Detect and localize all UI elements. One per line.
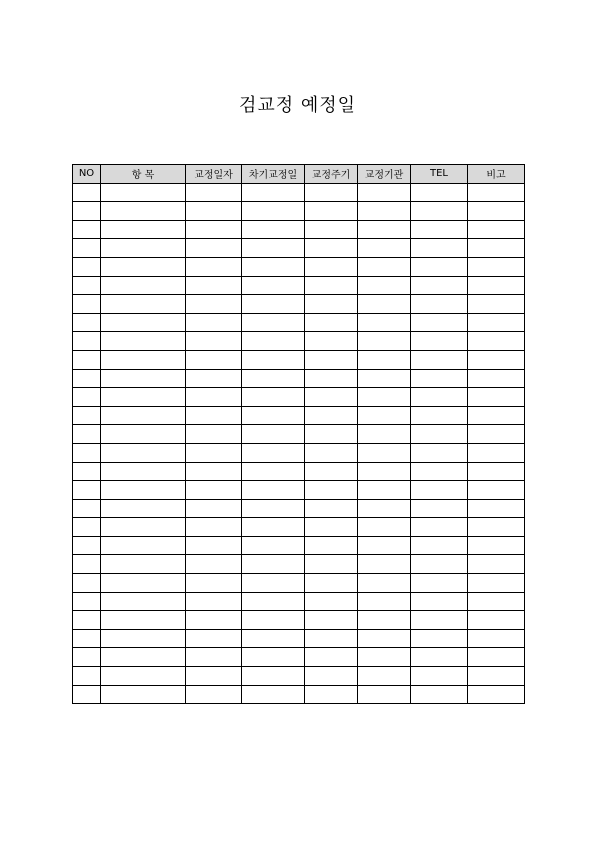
table-cell-calibration-cycle[interactable]: [305, 667, 358, 686]
column-header-calibration-date: 교정일자: [186, 165, 242, 184]
table-cell-tel[interactable]: [411, 295, 468, 314]
column-header-calibration-cycle: 교정주기: [305, 165, 358, 184]
table-cell-calibration-cycle[interactable]: [305, 295, 358, 314]
table-cell-item[interactable]: [101, 611, 186, 630]
table-cell-next-calibration-date[interactable]: [242, 183, 305, 202]
table-cell-calibration-cycle[interactable]: [305, 536, 358, 555]
table-cell-calibration-date[interactable]: [186, 499, 242, 518]
table-cell-calibration-cycle[interactable]: [305, 202, 358, 221]
calibration-schedule-table: [72, 164, 525, 704]
table-cell-calibration-date[interactable]: [186, 388, 242, 407]
table-cell-next-calibration-date[interactable]: [242, 388, 305, 407]
table-cell-item[interactable]: [101, 518, 186, 537]
table-cell-tel[interactable]: [411, 202, 468, 221]
table-cell-calibration-date[interactable]: [186, 220, 242, 239]
table-cell-calibration-date[interactable]: [186, 276, 242, 295]
table-cell-tel[interactable]: [411, 350, 468, 369]
table-cell-item[interactable]: [101, 313, 186, 332]
table-cell-remarks[interactable]: [468, 425, 525, 444]
table-cell-next-calibration-date[interactable]: [242, 239, 305, 258]
table-cell-remarks[interactable]: [468, 332, 525, 351]
table-cell-calibration-agency[interactable]: [358, 574, 411, 593]
table-cell-next-calibration-date[interactable]: [242, 685, 305, 704]
table-cell-calibration-cycle[interactable]: [305, 462, 358, 481]
table-cell-calibration-date[interactable]: [186, 536, 242, 555]
table-row: [73, 313, 525, 332]
table-cell-calibration-cycle[interactable]: [305, 443, 358, 462]
table-row: [73, 574, 525, 593]
table-cell-calibration-date[interactable]: [186, 481, 242, 500]
table-cell-no[interactable]: [73, 350, 101, 369]
table-cell-next-calibration-date[interactable]: [242, 462, 305, 481]
table-cell-tel[interactable]: [411, 499, 468, 518]
table-cell-remarks[interactable]: [468, 313, 525, 332]
table-cell-next-calibration-date[interactable]: [242, 276, 305, 295]
table-cell-next-calibration-date[interactable]: [242, 648, 305, 667]
table-cell-calibration-cycle[interactable]: [305, 481, 358, 500]
table-cell-next-calibration-date[interactable]: [242, 536, 305, 555]
table-cell-remarks[interactable]: [468, 276, 525, 295]
table-cell-remarks[interactable]: [468, 592, 525, 611]
table-cell-remarks[interactable]: [468, 406, 525, 425]
table-cell-no[interactable]: [73, 574, 101, 593]
table-cell-item[interactable]: [101, 443, 186, 462]
table-cell-next-calibration-date[interactable]: [242, 257, 305, 276]
table-cell-calibration-agency[interactable]: [358, 629, 411, 648]
table-cell-item[interactable]: [101, 629, 186, 648]
column-header-no: NO: [73, 165, 101, 184]
table-row: [73, 685, 525, 704]
table-cell-next-calibration-date[interactable]: [242, 313, 305, 332]
table-cell-calibration-date[interactable]: [186, 443, 242, 462]
table-cell-no[interactable]: [73, 611, 101, 630]
column-header-remarks: 비고: [468, 165, 525, 184]
table-cell-next-calibration-date[interactable]: [242, 295, 305, 314]
table-cell-remarks[interactable]: [468, 388, 525, 407]
table-cell-calibration-agency[interactable]: [358, 295, 411, 314]
table-cell-item[interactable]: [101, 667, 186, 686]
table-row: [73, 462, 525, 481]
column-header-item: 항 목: [101, 165, 186, 184]
table-cell-calibration-agency[interactable]: [358, 499, 411, 518]
table-row: [73, 425, 525, 444]
table-cell-calibration-date[interactable]: [186, 574, 242, 593]
table-row: [73, 443, 525, 462]
table-cell-tel[interactable]: [411, 574, 468, 593]
header-row: [73, 165, 525, 184]
table-row: [73, 406, 525, 425]
table-cell-tel[interactable]: [411, 183, 468, 202]
table-cell-next-calibration-date[interactable]: [242, 481, 305, 500]
table-cell-tel[interactable]: [411, 313, 468, 332]
table-cell-tel[interactable]: [411, 555, 468, 574]
table-cell-tel[interactable]: [411, 518, 468, 537]
table-cell-calibration-date[interactable]: [186, 518, 242, 537]
table-cell-calibration-cycle[interactable]: [305, 574, 358, 593]
table-cell-next-calibration-date[interactable]: [242, 406, 305, 425]
table-cell-item[interactable]: [101, 257, 186, 276]
table-cell-next-calibration-date[interactable]: [242, 443, 305, 462]
table-cell-calibration-agency[interactable]: [358, 667, 411, 686]
table-cell-calibration-cycle[interactable]: [305, 388, 358, 407]
table-cell-calibration-agency[interactable]: [358, 313, 411, 332]
table-cell-item[interactable]: [101, 406, 186, 425]
table-cell-calibration-date[interactable]: [186, 369, 242, 388]
table-cell-calibration-agency[interactable]: [358, 592, 411, 611]
table-cell-no[interactable]: [73, 499, 101, 518]
table-cell-remarks[interactable]: [468, 462, 525, 481]
table-cell-item[interactable]: [101, 369, 186, 388]
table-cell-calibration-cycle[interactable]: [305, 406, 358, 425]
table-cell-item[interactable]: [101, 648, 186, 667]
table-cell-tel[interactable]: [411, 388, 468, 407]
table-cell-tel[interactable]: [411, 611, 468, 630]
table-row: [73, 388, 525, 407]
table-cell-no[interactable]: [73, 295, 101, 314]
table-cell-calibration-cycle[interactable]: [305, 555, 358, 574]
table-cell-calibration-cycle[interactable]: [305, 332, 358, 351]
table-cell-calibration-date[interactable]: [186, 332, 242, 351]
table-cell-tel[interactable]: [411, 592, 468, 611]
table-row: [73, 629, 525, 648]
table-cell-remarks[interactable]: [468, 257, 525, 276]
table-cell-remarks[interactable]: [468, 443, 525, 462]
table-cell-no[interactable]: [73, 536, 101, 555]
table-cell-next-calibration-date[interactable]: [242, 667, 305, 686]
table-cell-next-calibration-date[interactable]: [242, 611, 305, 630]
table-cell-calibration-date[interactable]: [186, 629, 242, 648]
table-cell-tel[interactable]: [411, 276, 468, 295]
table-cell-item[interactable]: [101, 536, 186, 555]
table-row: [73, 239, 525, 258]
table-cell-remarks[interactable]: [468, 611, 525, 630]
table-cell-remarks[interactable]: [468, 220, 525, 239]
table-cell-remarks[interactable]: [468, 574, 525, 593]
table-cell-remarks[interactable]: [468, 295, 525, 314]
table-cell-remarks[interactable]: [468, 239, 525, 258]
table-cell-calibration-agency[interactable]: [358, 257, 411, 276]
table-cell-item[interactable]: [101, 555, 186, 574]
table-cell-next-calibration-date[interactable]: [242, 369, 305, 388]
table-cell-calibration-date[interactable]: [186, 295, 242, 314]
table-cell-calibration-date[interactable]: [186, 313, 242, 332]
table-cell-next-calibration-date[interactable]: [242, 518, 305, 537]
table-cell-no[interactable]: [73, 369, 101, 388]
table-cell-remarks[interactable]: [468, 555, 525, 574]
table-cell-tel[interactable]: [411, 332, 468, 351]
table-cell-calibration-agency[interactable]: [358, 202, 411, 221]
table-cell-calibration-date[interactable]: [186, 202, 242, 221]
table-cell-tel[interactable]: [411, 648, 468, 667]
table-cell-remarks[interactable]: [468, 536, 525, 555]
table-cell-no[interactable]: [73, 202, 101, 221]
table-cell-calibration-agency[interactable]: [358, 443, 411, 462]
table-cell-no[interactable]: [73, 518, 101, 537]
table-row: [73, 518, 525, 537]
table-cell-calibration-cycle[interactable]: [305, 592, 358, 611]
table-cell-tel[interactable]: [411, 685, 468, 704]
table-cell-item[interactable]: [101, 332, 186, 351]
table-cell-calibration-cycle[interactable]: [305, 611, 358, 630]
table-cell-no[interactable]: [73, 332, 101, 351]
table-cell-calibration-date[interactable]: [186, 648, 242, 667]
table-cell-tel[interactable]: [411, 462, 468, 481]
page-title: 검교정 예정일: [238, 95, 357, 116]
table-cell-tel[interactable]: [411, 425, 468, 444]
table-cell-no[interactable]: [73, 592, 101, 611]
table-cell-next-calibration-date[interactable]: [242, 592, 305, 611]
table-cell-remarks[interactable]: [468, 518, 525, 537]
table-cell-no[interactable]: [73, 183, 101, 202]
table-cell-remarks[interactable]: [468, 499, 525, 518]
table-cell-next-calibration-date[interactable]: [242, 425, 305, 444]
table-cell-calibration-date[interactable]: [186, 239, 242, 258]
table-cell-no[interactable]: [73, 667, 101, 686]
table-cell-calibration-cycle[interactable]: [305, 425, 358, 444]
table-cell-tel[interactable]: [411, 481, 468, 500]
column-header-tel: TEL: [411, 165, 468, 184]
table-cell-next-calibration-date[interactable]: [242, 332, 305, 351]
table-cell-item[interactable]: [101, 388, 186, 407]
table-cell-no[interactable]: [73, 443, 101, 462]
table-cell-calibration-date[interactable]: [186, 667, 242, 686]
table-row: [73, 592, 525, 611]
table-cell-calibration-cycle[interactable]: [305, 648, 358, 667]
table-cell-tel[interactable]: [411, 406, 468, 425]
table-cell-no[interactable]: [73, 406, 101, 425]
table-cell-calibration-agency[interactable]: [358, 332, 411, 351]
table-cell-tel[interactable]: [411, 220, 468, 239]
table-cell-calibration-agency[interactable]: [358, 685, 411, 704]
table-row: [73, 481, 525, 500]
table-cell-next-calibration-date[interactable]: [242, 574, 305, 593]
table-cell-calibration-agency[interactable]: [358, 462, 411, 481]
table-cell-no[interactable]: [73, 648, 101, 667]
table-cell-item[interactable]: [101, 592, 186, 611]
table-row: [73, 611, 525, 630]
table-cell-calibration-cycle[interactable]: [305, 220, 358, 239]
table-cell-tel[interactable]: [411, 239, 468, 258]
table-cell-calibration-date[interactable]: [186, 611, 242, 630]
table-cell-item[interactable]: [101, 220, 186, 239]
table-cell-item[interactable]: [101, 239, 186, 258]
table-cell-no[interactable]: [73, 425, 101, 444]
table-cell-calibration-agency[interactable]: [358, 518, 411, 537]
table-cell-tel[interactable]: [411, 629, 468, 648]
table-cell-remarks[interactable]: [468, 685, 525, 704]
column-header-calibration-agency: 교정기관: [358, 165, 411, 184]
table-cell-calibration-date[interactable]: [186, 425, 242, 444]
table-cell-calibration-date[interactable]: [186, 257, 242, 276]
table-cell-calibration-cycle[interactable]: [305, 629, 358, 648]
table-cell-calibration-agency[interactable]: [358, 350, 411, 369]
table-cell-tel[interactable]: [411, 257, 468, 276]
table-cell-item[interactable]: [101, 574, 186, 593]
table-cell-calibration-cycle[interactable]: [305, 350, 358, 369]
table-row: [73, 257, 525, 276]
table-cell-calibration-cycle[interactable]: [305, 239, 358, 258]
table-cell-calibration-agency[interactable]: [358, 406, 411, 425]
table-cell-next-calibration-date[interactable]: [242, 202, 305, 221]
table-cell-no[interactable]: [73, 685, 101, 704]
table-cell-no[interactable]: [73, 313, 101, 332]
table-row: [73, 202, 525, 221]
table-cell-no[interactable]: [73, 276, 101, 295]
table-cell-item[interactable]: [101, 462, 186, 481]
table-cell-calibration-cycle[interactable]: [305, 183, 358, 202]
table-cell-no[interactable]: [73, 629, 101, 648]
table-cell-calibration-date[interactable]: [186, 685, 242, 704]
table-row: [73, 276, 525, 295]
table-cell-tel[interactable]: [411, 667, 468, 686]
table-row: [73, 499, 525, 518]
table-cell-no[interactable]: [73, 462, 101, 481]
table-cell-calibration-date[interactable]: [186, 555, 242, 574]
table-cell-no[interactable]: [73, 220, 101, 239]
table-cell-calibration-agency[interactable]: [358, 481, 411, 500]
table-cell-remarks[interactable]: [468, 648, 525, 667]
table-cell-calibration-cycle[interactable]: [305, 276, 358, 295]
table-body: [73, 183, 525, 704]
table-cell-remarks[interactable]: [468, 202, 525, 221]
table-cell-remarks[interactable]: [468, 369, 525, 388]
table-cell-remarks[interactable]: [468, 183, 525, 202]
table-cell-calibration-agency[interactable]: [358, 555, 411, 574]
table-cell-tel[interactable]: [411, 443, 468, 462]
table-cell-remarks[interactable]: [468, 667, 525, 686]
table-row: [73, 555, 525, 574]
table-row: [73, 350, 525, 369]
table-cell-next-calibration-date[interactable]: [242, 629, 305, 648]
table-cell-calibration-agency[interactable]: [358, 276, 411, 295]
table-cell-calibration-agency[interactable]: [358, 611, 411, 630]
table-row: [73, 220, 525, 239]
table-cell-calibration-agency[interactable]: [358, 369, 411, 388]
table-cell-tel[interactable]: [411, 369, 468, 388]
table-row: [73, 183, 525, 202]
table-cell-item[interactable]: [101, 685, 186, 704]
table-cell-calibration-date[interactable]: [186, 350, 242, 369]
table-row: [73, 295, 525, 314]
table-row: [73, 369, 525, 388]
table-cell-remarks[interactable]: [468, 629, 525, 648]
table-cell-next-calibration-date[interactable]: [242, 350, 305, 369]
table-cell-item[interactable]: [101, 276, 186, 295]
table-cell-calibration-agency[interactable]: [358, 648, 411, 667]
table-row: [73, 648, 525, 667]
table-cell-calibration-date[interactable]: [186, 462, 242, 481]
table-cell-calibration-agency[interactable]: [358, 388, 411, 407]
table-cell-no[interactable]: [73, 481, 101, 500]
table-cell-calibration-date[interactable]: [186, 183, 242, 202]
table-cell-calibration-agency[interactable]: [358, 425, 411, 444]
table-cell-calibration-cycle[interactable]: [305, 369, 358, 388]
table-cell-item[interactable]: [101, 202, 186, 221]
table-cell-item[interactable]: [101, 350, 186, 369]
table-cell-calibration-cycle[interactable]: [305, 313, 358, 332]
table-cell-no[interactable]: [73, 239, 101, 258]
table-cell-no[interactable]: [73, 555, 101, 574]
table-cell-item[interactable]: [101, 295, 186, 314]
column-header-next-calibration-date: 차기교정일: [242, 165, 305, 184]
table-cell-calibration-cycle[interactable]: [305, 499, 358, 518]
table-row: [73, 332, 525, 351]
table-cell-calibration-agency[interactable]: [358, 183, 411, 202]
table-row: [73, 536, 525, 555]
table-cell-no[interactable]: [73, 257, 101, 276]
table-cell-item[interactable]: [101, 183, 186, 202]
table-row: [73, 667, 525, 686]
table-cell-calibration-agency[interactable]: [358, 220, 411, 239]
table-cell-no[interactable]: [73, 388, 101, 407]
table-cell-next-calibration-date[interactable]: [242, 499, 305, 518]
table-cell-calibration-date[interactable]: [186, 592, 242, 611]
table-cell-calibration-cycle[interactable]: [305, 518, 358, 537]
table-cell-remarks[interactable]: [468, 481, 525, 500]
table-cell-calibration-cycle[interactable]: [305, 685, 358, 704]
table-cell-calibration-agency[interactable]: [358, 536, 411, 555]
table-cell-calibration-date[interactable]: [186, 406, 242, 425]
table-cell-tel[interactable]: [411, 536, 468, 555]
table-cell-calibration-agency[interactable]: [358, 239, 411, 258]
table-cell-calibration-cycle[interactable]: [305, 257, 358, 276]
table-cell-remarks[interactable]: [468, 350, 525, 369]
table-cell-next-calibration-date[interactable]: [242, 220, 305, 239]
table-cell-next-calibration-date[interactable]: [242, 555, 305, 574]
table-cell-item[interactable]: [101, 499, 186, 518]
table-cell-item[interactable]: [101, 481, 186, 500]
table-cell-item[interactable]: [101, 425, 186, 444]
